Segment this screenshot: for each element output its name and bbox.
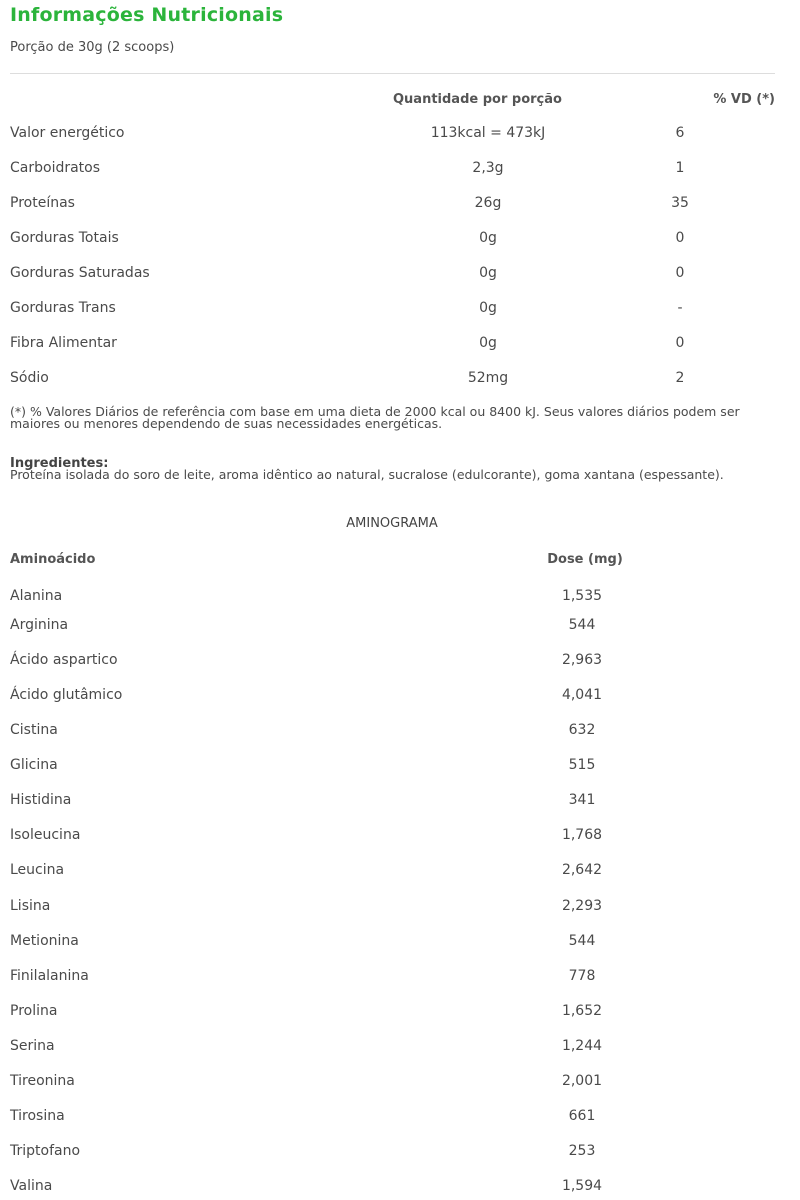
nutrient-quantity: 113kcal = 473kJ [430,125,546,141]
ingredients-label: Ingredientes: [10,456,109,471]
amino-dose: 1,652 [561,1003,603,1019]
amino-name: Isoleucina [10,827,81,843]
nutrient-name: Gorduras Saturadas [10,265,150,281]
amino-row [0,862,800,882]
amino-dose: 632 [568,722,596,738]
nutrient-dv: 1 [675,160,685,176]
amino-name: Finilalanina [10,968,89,984]
amino-row [0,588,800,608]
amino-row [0,1108,800,1128]
dv-column-header: % VD (*) [713,92,775,107]
quantity-column-header: Quantidade por porção [393,92,562,107]
nutrition-row [0,265,800,285]
amino-dose: 515 [568,757,596,773]
amino-dose: 1,244 [561,1038,603,1054]
nutrient-name: Proteínas [10,195,75,211]
amino-dose-header: Dose (mg) [547,552,623,567]
nutrient-quantity: 0g [479,265,497,281]
amino-name: Metionina [10,933,79,949]
amino-row [0,1178,800,1198]
amino-name: Histidina [10,792,72,808]
amino-dose: 1,535 [561,588,603,604]
amino-row [0,827,800,847]
amino-dose: 544 [568,933,596,949]
amino-row [0,722,800,742]
amino-name: Valina [10,1178,53,1194]
amino-dose: 1,768 [561,827,603,843]
amino-name: Alanina [10,588,63,604]
nutrition-row [0,370,800,390]
amino-row [0,617,800,637]
nutrient-quantity: 26g [474,195,502,211]
amino-name: Arginina [10,617,69,633]
amino-row [0,968,800,988]
amino-name: Cistina [10,722,58,738]
amino-name: Tirosina [10,1108,65,1124]
amino-row [0,687,800,707]
nutrition-row [0,230,800,250]
amino-dose: 778 [568,968,596,984]
nutrient-quantity: 0g [479,335,497,351]
amino-name: Lisina [10,898,51,914]
nutrition-row [0,195,800,215]
nutrient-dv: 0 [675,335,685,351]
page-title: Informações Nutricionais [10,4,284,26]
nutrient-name: Fibra Alimentar [10,335,117,351]
amino-name: Glicina [10,757,58,773]
nutrient-dv: 2 [675,370,685,386]
nutrient-dv: 0 [675,265,685,281]
nutrient-dv: 35 [671,195,689,211]
amino-name-header: Aminoácido [10,552,96,567]
amino-dose: 2,293 [561,898,603,914]
amino-dose: 661 [568,1108,596,1124]
amino-name: Tireonina [10,1073,75,1089]
amino-row [0,1003,800,1023]
nutrition-row [0,160,800,180]
dv-footnote: (*) % Valores Diários de referência com base em uma dieta de 2000 kcal ou 8400 kJ. Seus valores diários podem ser maiores ou menores dependendo de suas necessidades energéticas. [10,404,740,431]
amino-row [0,1143,800,1163]
serving-size: Porção de 30g (2 scoops) [10,40,175,55]
nutrient-dv: - [677,300,683,316]
amino-name: Prolina [10,1003,58,1019]
amino-row [0,898,800,918]
amino-dose: 341 [568,792,596,808]
aminogram-title: AMINOGRAMA [346,516,438,531]
nutrition-row [0,300,800,320]
amino-row [0,652,800,672]
nutrient-quantity: 0g [479,230,497,246]
amino-row [0,792,800,812]
nutrient-name: Gorduras Totais [10,230,119,246]
nutrient-name: Gorduras Trans [10,300,116,316]
ingredients-text: Proteína isolada do soro de leite, aroma idêntico ao natural, sucralose (edulcorante), goma xantana (espessante). [10,467,724,482]
nutrient-name: Sódio [10,370,49,386]
nutrient-quantity: 2,3g [472,160,504,176]
amino-dose: 253 [568,1143,596,1159]
amino-dose: 2,642 [561,862,603,878]
nutrition-row [0,335,800,355]
amino-row [0,1073,800,1093]
amino-dose: 1,594 [561,1178,603,1194]
nutrient-dv: 6 [675,125,685,141]
amino-row [0,933,800,953]
nutrient-quantity: 52mg [467,370,509,386]
amino-dose: 544 [568,617,596,633]
divider [10,73,775,74]
nutrient-dv: 0 [675,230,685,246]
nutrient-name: Carboidratos [10,160,101,176]
amino-dose: 2,001 [561,1073,603,1089]
amino-dose: 4,041 [561,687,603,703]
amino-name: Triptofano [10,1143,81,1159]
amino-name: Ácido aspartico [10,652,118,668]
amino-row [0,757,800,777]
amino-dose: 2,963 [561,652,603,668]
nutrition-row [0,125,800,145]
amino-row [0,1038,800,1058]
amino-name: Ácido glutâmico [10,687,123,703]
amino-name: Leucina [10,862,65,878]
nutrient-name: Valor energético [10,125,125,141]
nutrient-quantity: 0g [479,300,497,316]
amino-name: Serina [10,1038,55,1054]
